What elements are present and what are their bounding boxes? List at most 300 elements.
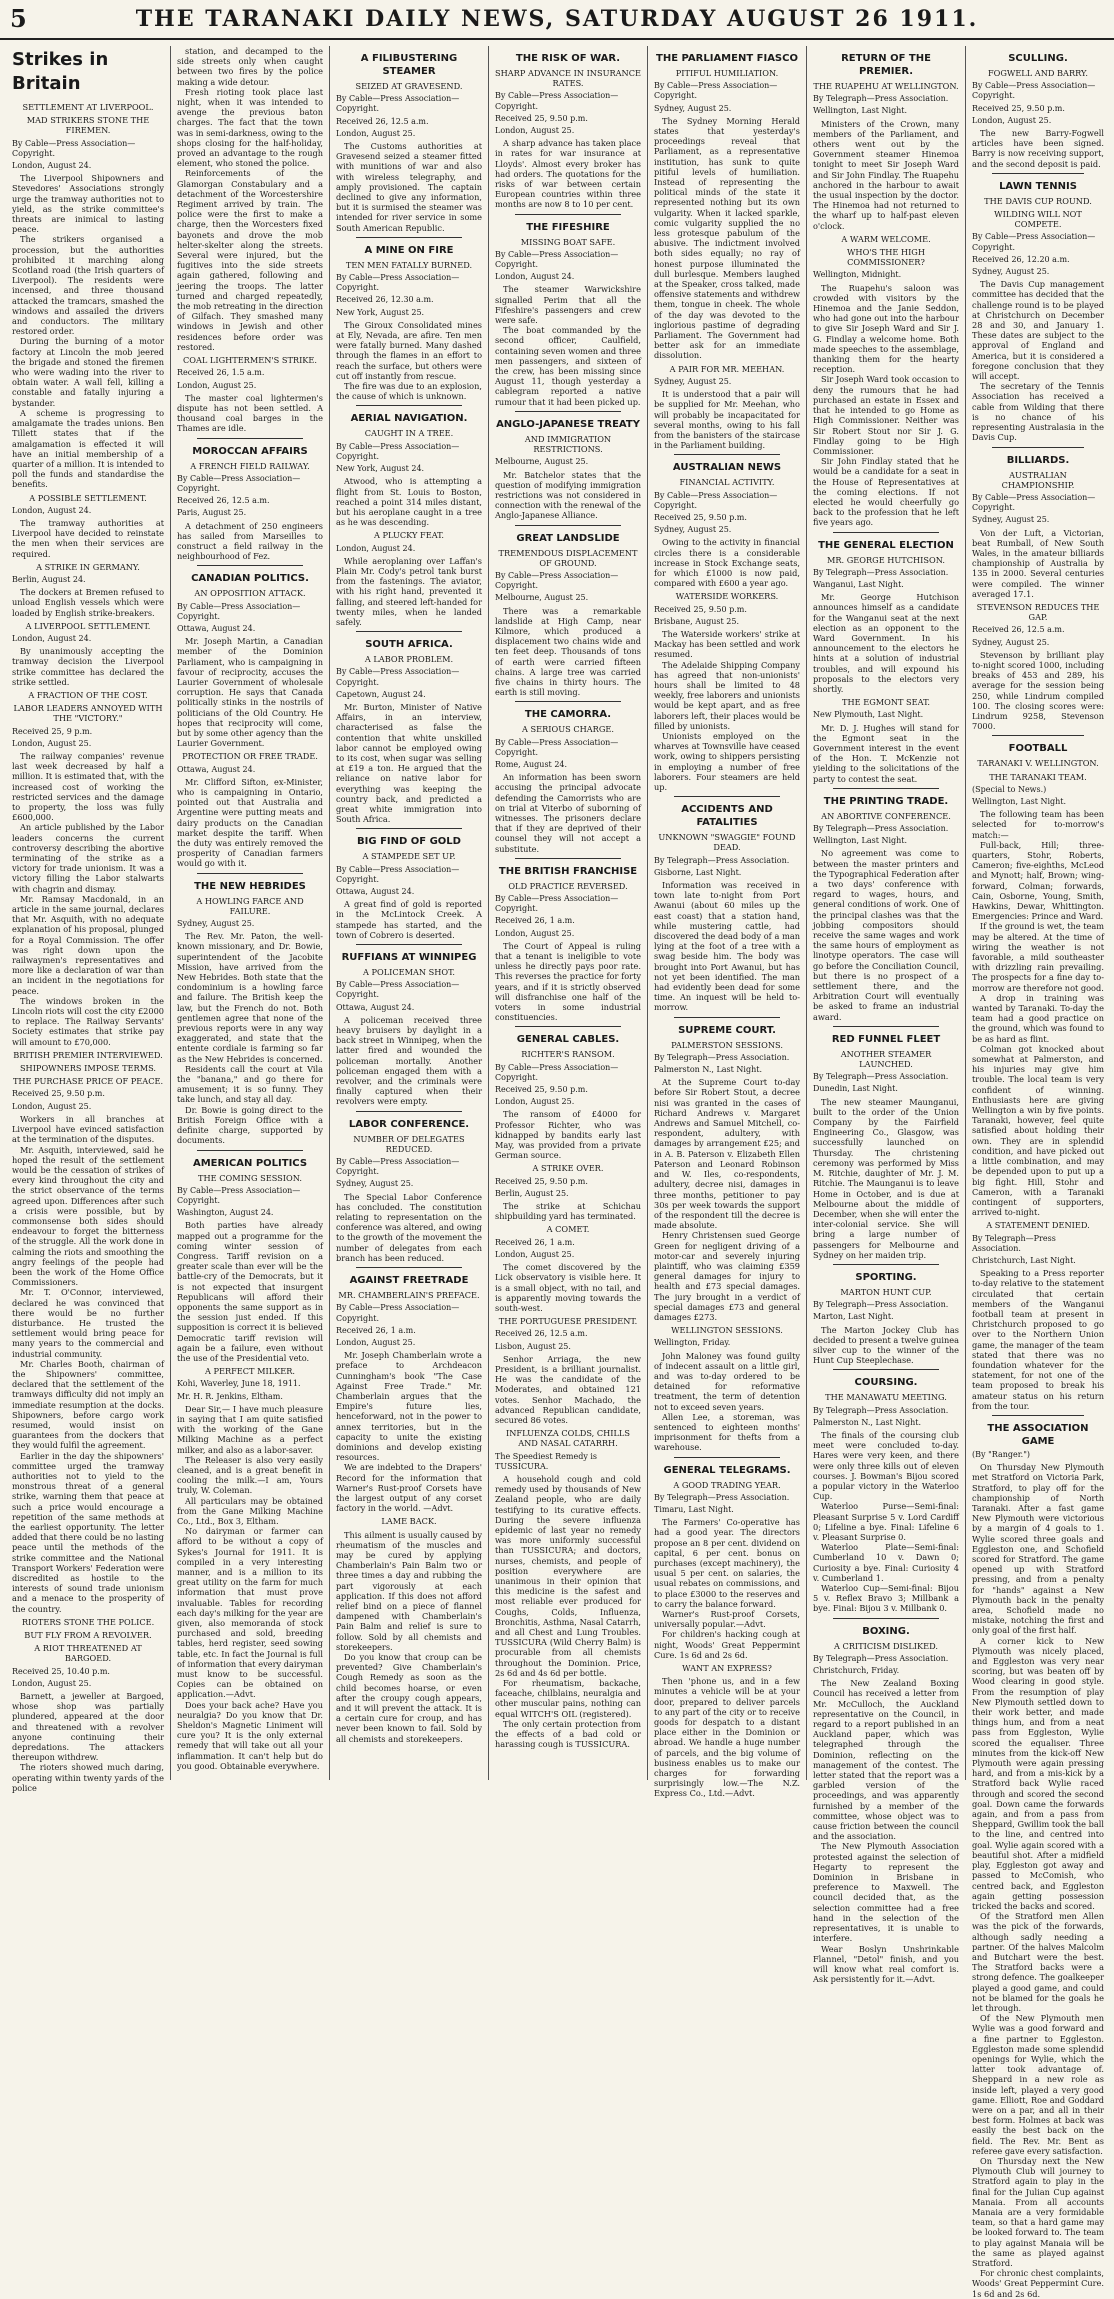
article-subheading: BRITISH PREMIER INTERVIEWED. — [13, 1049, 163, 1060]
column-rule — [197, 1150, 303, 1151]
article-paragraph: The fire was due to an explosion, the cause of which is unknown. — [336, 381, 482, 402]
dateline: By Cable—Press Association—Copyright. — [336, 667, 460, 687]
article-paragraph: Waterloo Cup—Semi-final: Bijou 5 v. Reflex Bravo 3; Millbank a bye. Final: Bijou 3 v. Millbank 0. — [813, 1583, 959, 1614]
article-paragraph: The tramway authorities at Liverpool have decided to reinstate the men when their services are required. — [12, 517, 164, 559]
article-headline: GREAT LANDSLIDE — [516, 532, 620, 544]
article-paragraph: Barnett, a jeweller at Bargoed, whose shop was partially plundered, appeared at the door and threatened with a revolver anyone continuing their depredations. The attackers thereupon withdrew. — [12, 1691, 164, 1763]
column-1 — [6, 46, 171, 1793]
dateline: Kohi, Waverley, June 18, 1911. — [177, 1379, 301, 1389]
dateline: The Speediest Remedy is TUSSICURA. — [495, 1451, 598, 1471]
article-headline: BILLIARDS. — [1006, 454, 1070, 466]
article-subheading: SEIZED AT GRAVESEND. — [355, 81, 463, 91]
dateline: By Telegraph—Press Association. — [813, 1405, 949, 1415]
article-paragraph: Full-back, Hill; three-quarters, Stohr, Roberts, Cameron; five-eighths, McLeod and Mynott; half, Brown; wing-forward, Colman; forwards, Cain, Osborne, Young, Smith, Hawkins, Dewar, Whittington. Emergencies: Prince and Ward. — [972, 839, 1104, 922]
column-rule — [992, 1415, 1084, 1416]
article-paragraph: The master coal lightermen's dispute has not been settled. A thousand coal barges in the Thames are idle. — [177, 392, 323, 434]
dateline: Rome, August 24. — [495, 759, 568, 769]
article-subheading: MARTON HUNT CUP. — [840, 1286, 932, 1297]
article-paragraph: Mr. Joseph Martin, a Canadian member of the Dominion Parliament, who is campaigning in favour of reciprocity, accuses the Laurier Government of wholesale corruption. He says that Canada politically stinks in the nostrils of politicians of the Old Country. He hopes that reciprocity will come, but by some other agency than the Laurier Government. — [177, 636, 323, 749]
article-paragraph: A sharp advance has taken place in rates for war insurance at Lloyds'. Almost every broker has had orders. The quotations for the risks of war between certain European countries within three months are now 8 to 10 per cent. — [495, 138, 641, 210]
article-subheading: A PAIR FOR MR. MEEHAN. — [669, 363, 785, 374]
article-headline: THE FIFESHIRE — [526, 221, 610, 233]
dateline: Ottawa, August 24. — [177, 764, 256, 774]
dateline: Wellington, Friday. — [654, 1338, 731, 1348]
article-subheading: LAME BACK. — [381, 1516, 437, 1527]
page-number: 5 — [10, 4, 27, 33]
article-paragraph: A scheme is progressing to amalgamate the trades unions. Ben Tillett states that if the amalgamation is effected it will have an initial membership of a quarter of a million. It is intended to poll the funds and standardise the benefits. — [12, 407, 164, 490]
dateline: Received 25, 9.50 p.m. — [972, 103, 1065, 113]
dateline: Received 26, 1.5 a.m. — [177, 368, 265, 378]
dateline: London, August 25. — [12, 1101, 92, 1111]
column-rule — [992, 735, 1084, 736]
column-rule — [833, 1369, 939, 1370]
article-headline: THE PRINTING TRADE. — [823, 795, 949, 807]
article-subheading: A PLUCKY FEAT. — [373, 530, 445, 541]
article-headline: THE RISK OF WAR. — [515, 53, 621, 64]
article-paragraph: If the ground is wet, the team may be altered. At the time of wiring the weather is not favorable, a mild southeaster with drizzling rain prevailing. The prospects for a fine day to-morrow are therefore not good. — [972, 921, 1104, 993]
article-subheading: NUMBER OF DELEGATES REDUCED. — [353, 1133, 465, 1154]
dateline: By Cable—Press Association—Copyright. — [336, 1303, 460, 1323]
article-paragraph: Wear Boslyn Unshrinkable Flannel, "Detol" finish, and you will know what real comfort is. Ask persistently for it.—Advt. — [813, 1943, 959, 1985]
article-paragraph: Of the New Plymouth men Wylie was a good forward and a fine partner to Eggleston. Eggleston made some splendid openings for Wylie, which the latter took advantage of. Sheppard in a new role as inside left, played a very good game. Elliott, Roe and Goddard were on a par, and all in their best form. Holmes at back was easily the best back on the field. The Rev. Mr. Bent as referee gave every satisfaction. — [972, 2013, 1104, 2156]
column-rule — [356, 1267, 462, 1268]
article-subheading: RICHTER'S RANSOM. — [521, 1049, 615, 1060]
article-paragraph: On Thursday next the New Plymouth Club will journey to Stratford again to play in the final for the Julian Cup against Manaia. From all accounts Manaia are a very formidable team, so that a hard game may be looked forward to. The team to play against Manaia will be the same as played against Stratford. — [972, 2155, 1104, 2269]
dateline: Received 25, 10.40 p.m. — [12, 1666, 110, 1676]
article-headline: AUSTRALIAN NEWS — [672, 462, 782, 474]
column-2 — [171, 46, 330, 1780]
article-paragraph: The Marton Jockey Club has decided to present a twelve guinea silver cup to the winner of the Hunt Cup Steeplechase. — [813, 1324, 959, 1366]
article-paragraph: Owing to the activity in financial circles there is a considerable increase in Stock Exchange seats, for which £1000 is now paid, compared with £600 a year ago. — [654, 537, 800, 589]
dateline: By Cable—Press Association—Copyright. — [654, 81, 778, 101]
dateline: London, August 25. — [495, 1249, 575, 1259]
article-paragraph: Workers in all branches at Liverpool have evinced satisfaction at the termination of the disputes. — [12, 1113, 164, 1145]
article-paragraph: During the burning of a motor factory at Lincoln the mob jeered the brigade and stoned the firemen who were wading into the river to obtain water. A wall fell, killing a constable and fatally injuring a bystander. — [12, 336, 164, 408]
column-rule — [356, 1111, 462, 1112]
article-paragraph: Senhor Arriaga, the new President, is a brilliant journalist. He was the candidate of the Moderates, and obtained 121 votes. Senhor Machado, the advanced Republican candidate, secured 86 votes. — [495, 1353, 641, 1425]
article-paragraph: The steamer Warwickshire signalled Perim that all the Fifeshire's passengers and crew were safe. — [495, 284, 641, 326]
dateline: London, August 25. — [177, 380, 257, 390]
column-rule — [515, 214, 621, 215]
article-paragraph: The New Plymouth Association protested against the selection of Hegarty to represent the Dominion in Brisbane in preference to Maxwell. The council decided that, as the selection committee had a free hand in the selection of the representatives, it is unable to interfere. — [813, 1841, 959, 1944]
dateline: Wellington, Last Night. — [813, 836, 908, 846]
article-headline: A MINE ON FIRE — [364, 244, 454, 256]
article-subheading: OLD PRACTICE REVERSED. — [508, 880, 628, 891]
article-subheading: BUT FLY FROM A REVOLVER. — [24, 1630, 152, 1641]
article-subheading: AND IMMIGRATION RESTRICTIONS. — [524, 433, 612, 455]
article-paragraph: A detachment of 250 engineers has sailed from Marseilles to construct a field railway in the neighbourhood of Fez. — [177, 520, 323, 562]
article-subheading: THE DAVIS CUP ROUND. — [984, 195, 1092, 206]
article-paragraph: The finals of the coursing club meet were concluded to-day. Hares were very keen, and there were only three kills out of eleven courses. J. Bowman's Bijou scored a popular victory in the Waterloo Cup. — [813, 1429, 959, 1502]
article-headline: BOXING. — [862, 1625, 910, 1637]
article-headline: SCULLING. — [1008, 53, 1068, 64]
article-headline: SUPREME COURT. — [678, 1024, 776, 1036]
article-subheading: WANT AN EXPRESS? — [682, 1663, 772, 1674]
dateline: By Telegraph—Press Association. — [813, 824, 949, 833]
article-paragraph: Both parties have already mapped out a programme for the coming winter session of Congress. Tariff revision on a greater scale than ever will be the battle-cry of the Democrats, but it is not expected that insurgent Republicans will afford their opponents the same support as in the session just ended. If this supposition is correct it is believed Democratic tariff revision will again be a failure, even without the use of the Presidential veto. — [177, 1220, 323, 1363]
article-paragraph: The strikers organised a procession, but the authorities prohibited it marching along Scotland road (the Irish quarters of Liverpool). The residents were incensed, and three thousand attacked the tramcars, smashed the windows and assailed the drivers and conductors. The military restored order. — [12, 234, 164, 337]
article-paragraph: Of the Stratford men Allen was the pick of the forwards, although sadly needing a partner. Of the halves Malcolm and Butchart were the best. The Stratford backs were a strong defence. The goalkeeper played a good game, and could not be blamed for the goals he let through. — [972, 1911, 1104, 2013]
article-subheading: PALMERSTON SESSIONS. — [671, 1039, 783, 1050]
dateline: By Cable—Press Association—Copyright. — [12, 138, 136, 158]
article-subheading: A STAMPEDE SET UP. — [362, 851, 456, 862]
dateline: Melbourne, August 25. — [495, 593, 589, 603]
dateline: Lisbon, August 25. — [495, 1341, 571, 1351]
article-paragraph: The following team has been selected for to-morrow's match:— — [972, 809, 1104, 840]
article-paragraph: The only certain protection from the effects of a bad cold or harassing cough is TUSSICURA. — [495, 1718, 641, 1750]
article-paragraph: Mr. Clifford Sifton, ex-Minister, who is campaigning in Ontario, pointed out that Australia and Argentine were putting meats and dairy products on the Canadian market despite the tariff. When the duty was entirely removed the prosperity of Canadian farmers would go with it. — [177, 776, 323, 869]
article-headline: THE GENERAL ELECTION — [818, 539, 954, 551]
article-paragraph: Speaking to a Press reporter to-day relative to the statement circulated that certain members of the Wanganui football team at present in Christchurch proposed to go over to the Northern Union game, the manager of the team stated that there was no foundation whatever for the statement, for not one of the team proposed to break his amateur status on his return from the tour. — [972, 1268, 1104, 1411]
dateline: New York, August 25. — [336, 307, 425, 317]
article-paragraph: For chronic chest complaints, Woods' Great Peppermint Cure. 1s 6d and 2s 6d. — [972, 2268, 1104, 2299]
article-paragraph: Mr. Joseph Chamberlain wrote a preface to Archdeacon Cunningham's book "The Case Against Free Trade." Mr. Chamberlain argues that the Empire's future lies, henceforward, not in the power to annex territories, but in the capacity to unite the existing dominions and develop existing resources. — [336, 1350, 482, 1463]
column-5 — [648, 46, 807, 1799]
column-rule — [356, 405, 462, 406]
dateline: (By "Ranger.") — [972, 1449, 1031, 1459]
dateline: London, August 25. — [495, 928, 575, 938]
article-paragraph: Mr. Batchelor states that the question of modifying immigration restrictions was not considered in connection with the renewal of the Anglo-Japanese Alliance. — [495, 469, 641, 521]
dateline: Sydney, August 25. — [654, 103, 732, 113]
dateline: London, August 25. — [336, 128, 416, 138]
column-7 — [966, 46, 1110, 2299]
dateline: Capetown, August 24. — [336, 689, 426, 699]
article-paragraph: Sir John Findlay stated that he would be a candidate for a seat in the House of Representatives at the coming elections. If not elected he would cheerfully go back to the profession that he left five years ago. — [813, 456, 959, 528]
article-paragraph: The boat commanded by the second officer, Caulfield, containing seven women and three men passengers, and sixteen of the crew, has been missing since August 11, though yesterday a cablegram reported a native rumour that it had been picked up. — [495, 325, 641, 407]
article-paragraph: Information was received in town late to-night from Port Awanui (about 60 miles up the east coast) that a station hand, while mustering cattle, had discovered the dead body of a man lying at the foot of a tree with a swag beside him. The body was brought into Port Awanui, but has not yet been identified. The man had evidently been dead for some time. An inquest will be held to-morrow. — [654, 880, 800, 1013]
dateline: London, August 24. — [12, 505, 92, 515]
article-paragraph: The railway companies' revenue last week decreased by half a million. It is estimated that, with the increased cost of working the restricted services and the damage to property, the loss was fully £600,000. — [12, 750, 164, 823]
dateline: By Cable—Press Association—Copyright. — [972, 81, 1096, 101]
article-paragraph: An article published by the Labor leaders concerns the current controversy describing the abortive terminating of the strike as a victory for trade unionism. It was a victory filling the Labor stalwarts with chagrin and dismay. — [12, 822, 164, 894]
dateline: London, August 25. — [495, 126, 575, 136]
article-paragraph: For rheumatism, backache, faceache, chilblains, neuralgia and other muscular pains, nothing can equal WITCH'S OIL (registered). — [495, 1678, 641, 1719]
dateline: Sydney, August 25. — [177, 919, 255, 929]
column-rule — [515, 525, 621, 526]
article-subheading: MAD STRIKERS STONE THE FIREMEN. — [26, 115, 150, 136]
dateline: London, August 24. — [495, 272, 575, 282]
article-paragraph: By unanimously accepting the tramway decision the Liverpool strike committee has declared the strike settled. — [12, 646, 164, 687]
dateline: Received 25, 9 p.m. — [12, 726, 93, 736]
column-rule — [356, 828, 462, 829]
article-subheading: AN ABORTIVE CONFERENCE. — [821, 810, 951, 821]
article-subheading: THE COMING SESSION. — [198, 1172, 302, 1183]
dateline: Ottawa, August 24. — [177, 623, 256, 633]
article-headline: GENERAL TELEGRAMS. — [663, 1464, 791, 1476]
article-paragraph: The Court of Appeal is ruling that a tenant is ineligible to vote unless he directly pays poor rate. This reverses the practice for forty years, and if it is strictly observed will disfranchise one half of the voters in some industrial constituencies. — [495, 940, 641, 1023]
article-paragraph: While aeroplaning over Laffan's Plain Mr. Cody's petrol tank burst from the fastenings. The aviator, with his right hand, prevented it falling, and steered left-handed for twenty miles, when he landed safely. — [336, 555, 482, 627]
article-paragraph: At the Supreme Court to-day before Sir Robert Stout, a decree nisi was granted in the cases of Richard Andrews v. Margaret Andrews and Samuel Mitchell, co-respondent, adultery, with damages by arrangement £25; and in A. B. Paterson v. Elizabeth Ellen Paterson and Leonard Robinson and W. Iles, co-respondents, adultery, decree nisi, damages in three months, petitioner to pay 30s per week towards the support of the respondent till the decree is made absolute. — [654, 1077, 800, 1231]
article-subheading: AN OPPOSITION ATTACK. — [194, 588, 306, 599]
masthead — [0, 0, 1114, 40]
dateline: By Cable—Press Association—Copyright. — [336, 864, 460, 884]
article-subheading: A HOWLING FARCE AND FAILURE. — [196, 895, 304, 916]
article-paragraph: A corner kick to New Plymouth was nicely placed, and Eggleston was very near scoring, but was beaten off by Wood clearing in good style. From the resumption of play New Plymouth settled down to their work better, and made things hum, and from a neat pass from Eggleston, Wylie scored the equaliser. Three minutes from the kick-off New Plymouth were again pressing hard, and from a mis-kick by a Stratford back Wylie raced through and scored the second goal. Down came the forwards again, and from a pass from Sheppard, Gwillim took the ball to the line, and centred into goal. Wylie again scored with a beautiful shot. After a midfield play, Eggleston got away and passed to McComish, who centred back, and Eggleston again getting possession tricked the backs and scored. — [972, 1635, 1104, 1911]
article-paragraph: A great find of gold is reported in the McLintock Creek. A stampede has started, and the town of Cobrero is deserted. — [336, 899, 482, 940]
article-headline: A FILIBUSTERING STEAMER — [360, 53, 458, 77]
article-paragraph: For children's hacking cough at night, Woods' Great Peppermint Cure. 1s 6d and 2s 6d. — [654, 1629, 800, 1660]
article-subheading: A WARM WELCOME. — [841, 233, 931, 244]
article-subheading: A STATEMENT DENIED. — [986, 1220, 1090, 1231]
article-headline: BIG FIND OF GOLD — [357, 836, 461, 848]
dateline: Received 26, 12.5 a.m. — [972, 625, 1065, 635]
article-subheading: A GOOD TRADING YEAR. — [673, 1479, 781, 1490]
column-rule — [356, 237, 462, 238]
article-paragraph: The comet discovered by the Lick observatory is visible here. It is a small object, with no tail, and is apparently moving towards the south-west. — [495, 1262, 641, 1313]
article-subheading: MISSING BOAT SAFE. — [520, 236, 616, 247]
dateline: By Cable—Press Association—Copyright. — [972, 492, 1096, 513]
dateline: By Cable—Press Association—Copyright. — [495, 91, 619, 111]
article-subheading: AUSTRALIAN CHAMPIONSHIP. — [1001, 469, 1075, 490]
dateline: Received 25, 9.50 p.m. — [12, 1089, 105, 1099]
article-subheading: LABOR LEADERS ANNOYED WITH THE "VICTORY." — [13, 703, 163, 724]
article-headline: THE ASSOCIATION GAME — [987, 1422, 1089, 1447]
article-subheading: STEVENSON REDUCES THE GAP. — [976, 601, 1100, 623]
article-subheading: A POLICEMAN SHOT. — [362, 967, 456, 978]
dateline: By Cable—Press Association—Copyright. — [495, 570, 619, 591]
article-paragraph: station, and decamped to the side streets only when caught between two fires by the police making a wide detour. — [177, 46, 323, 87]
article-subheading: ANOTHER STEAMER LAUNCHED. — [840, 1048, 932, 1070]
article-subheading: THE RUAPEHU AT WELLINGTON. — [813, 81, 959, 91]
dateline: Melbourne, August 25. — [495, 457, 589, 467]
dateline: New York, August 24. — [336, 464, 425, 474]
dateline: By Telegraph—Press Association. — [813, 567, 949, 577]
dateline: Wellington, Last Night. — [972, 796, 1067, 806]
article-paragraph: Mr. George Hutchison announces himself as a candidate for the Wanganui seat at the next election as an opponent to the Ward Government. In his announcement to the electors he hints at a solution of industrial troubles, and will expound his proposals to the electors very shortly. — [813, 592, 959, 694]
article-headline: AERIAL NAVIGATION. — [350, 413, 468, 425]
column-rule — [992, 173, 1084, 174]
article-paragraph: Mr. Charles Booth, chairman of the Shipowners' committee, declared that the settlement of the tramways difficulty did not imply an immediate resumption at the docks. Shipowners, before cargo work resumed, would insist on guarantees from the dockers that they would fulfil the agreement. — [12, 1358, 164, 1451]
dateline: By Cable—Press Association—Copyright. — [972, 232, 1096, 252]
column-3 — [330, 46, 489, 1780]
article-headline: AGAINST FREETRADE — [349, 1275, 469, 1287]
article-subheading: A FRACTION OF THE COST. — [28, 689, 148, 700]
article-paragraph: Do you know that croup can be prevented? Give Chamberlain's Cough Remedy as soon as the child becomes hoarse, or even after the croupy cough appears, and it will prevent the attack. It is a certain cure for croup, and has never been known to fail. Sold by all chemists and storekeepers. — [336, 1652, 482, 1744]
article-paragraph: No agreement was come to between the master printers and the Typographical Federation after a two days' conference with regard to wages, hours, and general conditions of work. One of the principal clashes was that the jobbing compositors should receive the same wages and work the same hours of employment as linotype operators. The case will go before the Conciliation Council, but there is no prospect of a settlement there, and the Arbitration Court will eventually be asked to frame an industrial award. — [813, 848, 959, 1022]
dateline: Ottawa, August 24. — [336, 1002, 415, 1012]
article-headline: LAWN TENNIS — [999, 180, 1077, 192]
dateline: Sydney, August 25. — [654, 376, 732, 386]
dateline: Received 26, 12.5 a.m. — [177, 496, 270, 506]
dateline: Sydney, August 25. — [972, 267, 1050, 277]
article-paragraph: The Waterside workers' strike at Mackay has been settled and work resumed. — [654, 628, 800, 660]
article-subheading: FINANCIAL ACTIVITY. — [679, 477, 775, 488]
column-rule — [674, 1457, 780, 1458]
dateline: Berlin, August 24. — [12, 574, 86, 584]
article-paragraph: There was a remarkable landslide at High Camp, near Kilmore, which produced a displacement two chains wide and ten feet deep. Thousands of tons of earth were carried fifteen chains. A large tree was carried five chains in thirty hours. The earth is still moving. — [495, 605, 641, 698]
article-subheading: THE PORTUGUESE PRESIDENT. — [498, 1316, 638, 1327]
article-subheading: TARANAKI V. WELLINGTON. — [977, 758, 1099, 769]
dateline: By Cable—Press Association—Copyright. — [495, 894, 619, 914]
article-subheading: PITIFUL HUMILIATION. — [675, 68, 779, 78]
article-headline: THE NEW HEBRIDES — [194, 880, 306, 892]
dateline: By Telegraph—Press Association. — [813, 94, 949, 104]
article-subheading: SETTLEMENT AT LIVERPOOL. — [22, 102, 154, 112]
dateline: Marton, Last Night. — [813, 1312, 894, 1322]
article-paragraph: Unionists employed on the wharves at Townsville have ceased work, owing to shippers persisting in employing a number of free laborers. Four steamers are held up. — [654, 730, 800, 792]
dateline: By Cable—Press Association—Copyright. — [336, 94, 460, 114]
article-headline: THE PARLIAMENT FIASCO — [656, 53, 798, 64]
article-paragraph: Does your back ache? Have you neuralgia? Do you know that Dr. Sheldon's Magnetic Liniment will cure you? It is the only external remedy that will take out all your inflammation. It can't help but do you good. Obtainable everywhere. — [177, 1699, 323, 1771]
dateline: Sydney, August 25. — [654, 525, 732, 535]
dateline: London, August 25. — [12, 738, 92, 748]
dateline: Received 25, 9.50 p.m. — [495, 1176, 588, 1186]
article-paragraph: John Maloney was found guilty of indecent assault on a little girl, and was to-day ordered to be detained for reformative treatment, the term of detention not to exceed seven years. — [654, 1350, 800, 1412]
dateline: Received 25, 9.50 p.m. — [495, 113, 588, 123]
article-paragraph: Mr. Ramsay Macdonald, in an article in the same journal, declares that Mr. Asquith, with no adequate explanation of his proposal, plunged for a Royal Commission. The offer was right down upon the railwaymen's representatives and more like a declaration of war than an incident in the negotiations for peace. — [12, 893, 164, 996]
article-headline: LABOR CONFERENCE. — [348, 1118, 470, 1130]
dateline: London, August 25. — [495, 1097, 575, 1107]
article-subheading: WELLINGTON SESSIONS. — [671, 1325, 783, 1336]
dateline: Received 25, 9.50 p.m. — [654, 512, 747, 522]
article-paragraph: The secretary of the Tennis Association has received a cable from Wilding that there is no chance of his representing Australasia in the Davis Cup. — [972, 381, 1104, 443]
page-headline: Strikes in Britain — [12, 49, 109, 94]
article-paragraph: The Ruapehu's saloon was crowded with visitors by the Hinemoa and the Janie Seddon, who had gone out into the harbour to give Sir Joseph Ward and Sir J. G. Findlay a welcome home. Both made speeches to the assemblage, thanking them for the hearty reception. — [813, 282, 959, 375]
article-subheading: SHIPOWNERS IMPOSE TERMS. — [19, 1063, 157, 1074]
dateline: Paris, August 25. — [177, 508, 247, 518]
dateline: Wellington, Last Night. — [813, 106, 908, 116]
article-subheading: MR. CHAMBERLAIN'S PREFACE. — [338, 1290, 480, 1301]
dateline: Received 25, 9.50 p.m. — [654, 604, 747, 614]
column-rule — [515, 411, 621, 412]
article-paragraph: The new Barry-Fogwell articles have been signed. Barry is now receiving support, and the second deposit is paid. — [972, 128, 1104, 169]
article-subheading: TEN MEN FATALLY BURNED. — [345, 259, 473, 270]
column-rule — [674, 796, 780, 797]
article-headline: THE CAMORRA. — [524, 709, 612, 721]
article-paragraph: We are indebted to the Drapers' Record for the information that Warner's Rust-proof Corsets have the largest output of any corset factory in the world. —Advt. — [336, 1462, 482, 1514]
dateline: By Telegraph—Press Association. — [972, 1233, 1056, 1253]
article-subheading: A POSSIBLE SETTLEMENT. — [29, 492, 147, 503]
dateline: Timaru, Last Night. — [654, 1504, 734, 1514]
article-paragraph: The Giroux Consolidated mines at Ely, Nevada, are afire. Ten men were fatally burned. Many dashed through the flames in an effort to reach the surface, but others were cut off instantly from rescue. — [336, 319, 482, 381]
article-paragraph: Dear Sir,— I have much pleasure in saying that I am quite satisfied with the working of the Gane Milking Machine as a perfect milker, and also as a labor-saver. — [177, 1403, 323, 1455]
article-paragraph: Residents call the court at Vila the "banana," and go there for amusement; it is so funny. They take lunch, and stay all day. — [177, 1063, 323, 1105]
article-paragraph: Atwood, who is attempting a flight from St. Louis to Boston, reached a point 314 miles distant, but his aeroplane caught in a tree as he was descending. — [336, 476, 482, 528]
article-paragraph: This ailment is usually caused by rheumatism of the muscles and may be cured by applying Chamberlain's Pain Balm two or three times a day and rubbing the part vigorously at each application. If this does not afford relief bind on a piece of flannel dampened with Chamberlain's Pain Balm and relief is sure to follow. Sold by all chemists and storekeepers. — [336, 1529, 482, 1652]
column-rule — [674, 454, 780, 455]
article-paragraph: Mr. T. O'Connor, interviewed, declared he was convinced that there would be no further disturbance. He trusted the settlement would bring peace for many years to the commercial and industrial community. — [12, 1287, 164, 1359]
article-subheading: A RIOT THREATENED AT BARGOED. — [34, 1643, 142, 1664]
article-subheading: FOGWELL AND BARRY. — [987, 68, 1088, 78]
article-subheading: A STRIKE IN GERMANY. — [36, 561, 140, 572]
article-paragraph: Waterloo Plate—Semi-final: Cumberland 10 v. Dawn 0; Curiosity a bye. Final: Curiosity 4 v. Cumberland 1. — [813, 1542, 959, 1583]
article-paragraph: The Davis Cup management committee has decided that the challenge round is to be played at Christchurch on December 28 and 30, and January 1. These dates are subject to the approval of England and America, but it is considered a foregone conclusion that they will accept. — [972, 279, 1104, 382]
column-rule — [674, 1017, 780, 1018]
dateline: By Cable—Press Association—Copyright. — [495, 249, 619, 270]
article-subheading: SHARP ADVANCE IN INSURANCE RATES. — [495, 68, 641, 89]
article-paragraph: The rioters showed much daring, operating within twenty yards of the police — [12, 1762, 164, 1793]
article-paragraph: A policeman received three heavy bruisers by daylight in a back street in Winnipeg, when the latter fired and wounded the policeman mortally. Another policeman engaged them with a revolver, and the criminals were finally captured when their revolvers were empty. — [336, 1014, 482, 1107]
article-paragraph: Allen Lee, a storeman, was sentenced to eighteen months' imprisonment for thefts from a warehouse. — [654, 1411, 800, 1453]
column-rule — [197, 873, 303, 874]
article-subheading: A LABOR PROBLEM. — [364, 654, 454, 665]
dateline: Received 25, 9.50 p.m. — [495, 1085, 588, 1095]
article-headline: RETURN OF THE PREMIER. — [841, 53, 931, 77]
article-subheading: A PERFECT MILKER. — [204, 1366, 296, 1377]
article-paragraph: Fresh rioting took place last night, when it was intended to avenge the previous baton charges. The fact that the town was in semi-darkness, owing to the shops closing for the half-holiday, proved an advantage to the rough element, who stoned the police. — [177, 86, 324, 169]
dateline: London, August 25. — [972, 115, 1052, 125]
article-headline: THE BRITISH FRANCHISE — [498, 865, 638, 877]
article-subheading: UNKNOWN "SWAGGIE" FOUND DEAD. — [658, 832, 796, 853]
article-paragraph: The Releaser is also very easily cleaned, and is a great benefit in cooling the milk.—I am, Yours truly, W. Coleman. — [177, 1454, 323, 1496]
dateline: Received 26, 12.20 a.m. — [972, 254, 1070, 264]
article-subheading: CAUGHT IN A TREE. — [364, 428, 454, 439]
dateline: By Cable—Press Association—Copyright. — [177, 473, 301, 493]
article-paragraph: The Special Labor Conference has concluded. The constitution relating to representation on the conference was altered, and owing to the growth of the movement the number of delegates from each branch has been reduced. — [336, 1191, 482, 1263]
dateline: Wellington, Midnight. — [813, 270, 902, 280]
dateline: Christchurch, Friday. — [813, 1666, 900, 1676]
dateline: Sydney, August 25. — [972, 637, 1050, 647]
dateline: By Telegraph—Press Association. — [813, 1072, 949, 1082]
article-headline: COURSING. — [854, 1377, 918, 1389]
article-paragraph: The strike at Schichau shipbuilding yard has terminated. — [495, 1201, 641, 1222]
article-subheading: WATERSIDE WORKERS. — [675, 591, 779, 602]
dateline: (Special to News.) — [972, 784, 1047, 794]
article-subheading: WILDING WILL NOT COMPETE. — [994, 209, 1082, 230]
article-paragraph: On Thursday New Plymouth met Stratford on Victoria Park, Stratford, to play off for the championship of North Taranaki. After a fast game New Plymouth were victorious by a margin of 4 goals to 1. Wylie scored three goals and Eggleston one, and Schofield scored for Stratford. The game opened up with Stratford pressing, and from a penalty for "hands" against a New Plymouth back in the penalty area, Schofield made no mistake, notching the first and only goal of the first half. — [972, 1462, 1104, 1636]
dateline: Received 26, 1 a.m. — [336, 1325, 416, 1335]
article-paragraph: Then 'phone us, and in a few minutes a vehicle will be at your door, prepared to deliver parcels to any part of the city or to receive goods for despatch to a distant place either in the Dominion or abroad. We handle a huge number of parcels, and the big volume of business enables us to make our charges for forwarding surprisingly low.—The N.Z. Express Co., Ltd.—Advt. — [654, 1676, 800, 1799]
article-subheading: MR. GEORGE HUTCHISON. — [827, 554, 945, 565]
dateline: By Cable—Press Association—Copyright. — [177, 1185, 301, 1205]
newspaper-columns — [6, 46, 1110, 2299]
article-subheading: PROTECTION OR FREE TRADE. — [182, 751, 318, 762]
article-subheading: A COMET. — [546, 1224, 590, 1235]
article-paragraph: Waterloo Purse—Semi-final: Pleasant Surprise 5 v. Lord Cardiff 0; Lifeline a bye. Final: Lifeline 6 v. Pleasant Surprise 0. — [813, 1501, 959, 1542]
dateline: New Plymouth, Last Night. — [813, 710, 924, 720]
article-paragraph: Mr. D. J. Hughes will stand for the Egmont seat in the Government interest in the event of the Hon. T. McKenzie not yielding to the solicitations of the party to contest the seat. — [813, 722, 959, 784]
dateline: London, August 25. — [12, 1678, 92, 1688]
dateline: By Cable—Press Association—Copyright. — [654, 490, 778, 510]
column-rule — [833, 788, 939, 789]
column-rule — [515, 701, 621, 702]
dateline: London, August 24. — [336, 543, 416, 553]
newspaper-title: THE TARANAKI DAILY NEWS, SATURDAY AUGUST 26 1911. — [135, 6, 979, 32]
article-subheading: INFLUENZA COLDS, CHILLS AND NASAL CATARRH. — [506, 1428, 630, 1449]
article-subheading: A LIVERPOOL SETTLEMENT. — [25, 620, 151, 631]
dateline: By Cable—Press Association—Copyright. — [336, 273, 460, 293]
dateline: Ottawa, August 24. — [336, 887, 415, 896]
article-paragraph: Henry Christensen sued George Green for negligent driving of a motor-car and severely injuring plaintiff, who was claiming £359 general damages for injury to health and £73 special damages. The jury brought in a verdict of special damages £73 and general damages £273. — [654, 1230, 800, 1322]
dateline: By Telegraph—Press Association. — [813, 1300, 949, 1310]
article-subheading: A STRIKE OVER. — [532, 1163, 604, 1174]
dateline: By Telegraph—Press Association. — [654, 1492, 790, 1502]
dateline: Sydney, August 25. — [972, 515, 1050, 525]
article-paragraph: A household cough and cold remedy used by thousands of New Zealand people, who are daily testifying to its curative effects. During the severe influenza epidemic of last year no remedy was more uniformly successful than TUSSICURA; and doctors, nurses, chemists, and people of position everywhere are unanimous in their opinion that this medicine is the safest and most reliable ever produced for Coughs, Colds, Influenza, Bronchitis, Asthma, Nasal Catarrh, and all Chest and Lung Troubles. TUSSICURA (Wild Cherry Balm) is procurable from all chemists throughout the Dominion. Price, 2s 6d and 4s 6d per bottle. — [495, 1473, 641, 1678]
article-paragraph: It is understood that a pair will be supplied for Mr. Meehan, who will probably be incapacitated for several months, owing to his fall from the banisters of the staircase in the Parliament building. — [654, 389, 800, 451]
article-paragraph: Colman got knocked about somewhat at Palmerston, and his injuries may give him trouble. The local team is very confident of winning. Enthusiasts here are giving Wellington a win by five points. Taranaki, however, feel quite satisfied about holding their own. They are in splendid condition, and have picked out a little combination, and may be depended upon to put up a big fight. Hill, Stohr and Cameron, with a Taranaki contingent of supporters, arrived to-night. — [972, 1043, 1104, 1218]
dateline: By Cable—Press Association—Copyright. — [336, 1157, 460, 1177]
column-rule — [833, 1618, 939, 1619]
dateline: By Telegraph—Press Association. — [813, 1653, 949, 1663]
article-subheading: THE PURCHASE PRICE OF PEACE. — [12, 1076, 164, 1087]
article-headline: SOUTH AFRICA. — [365, 639, 453, 651]
article-headline: CANADIAN POLITICS. — [191, 573, 309, 585]
article-headline: GENERAL CABLES. — [516, 1034, 620, 1046]
article-paragraph: The ransom of £4000 for Professor Richter, who was kidnapped by bandits early last May, was provided from a private German source. — [495, 1109, 641, 1161]
article-paragraph: Mr. Burton, Minister of Native Affairs, in an interview, characterised as false the contention that white unskilled labor cannot be employed owing to its cost, when sugar was selling at £19 a ton. He argued that the reliance on native labor for everything was keeping the country back, and predicted a great white immigration into South Africa. — [336, 701, 482, 825]
article-paragraph: Von der Luft, a Victorian, beat Rumball, of New South Wales, in the amateur billiards championship of Australia by 135 in 2000. Several centuries were compiled. The winner averaged 17.1. — [972, 527, 1104, 599]
column-rule — [833, 1026, 939, 1027]
article-headline: ANGLO-JAPANESE TREATY — [496, 418, 640, 430]
article-paragraph: The New Zealand Boxing Council has received a letter from Mr. McCulloch, the Auckland representative on the Council, in regard to a report published in an Auckland paper, which was telegraphed through the Dominion, reflecting on the management of the contest. The letter stated that the report was a garbled version of the proceedings, and was apparently furnished by a member of the committee, whose object was to cause friction between the council and the association. — [813, 1678, 959, 1842]
dateline: Received 26, 1 a.m. — [495, 916, 575, 926]
article-paragraph: Mr. Asquith, interviewed, said he hoped the result of the settlement would be the cessation of strikes of every kind throughout the city and the strict observance of the terms agreed upon. Differences after such a crisis were possible, but by commonsense both sides should endeavour to forget the bitterness of the struggle. All the work done in calming the riots and smoothing the angry feelings of the people had been the work of the Home Office Commissioners. — [12, 1144, 164, 1288]
dateline: Received 26, 12.5 a.m. — [336, 116, 429, 126]
article-paragraph: The Sydney Morning Herald states that yesterday's proceedings reveal that Parliament, as a representative institution, has sunk to quite pitiful levels of humiliation. Instead of representing the political minds of the state it represented nothing but its own vulgarity. When it lacked sparkle, comic vulgarity supplied the no less grotesque pabulum of the abusive. The indictment involved both sides equally; no ray of honest purpose illuminated the dull burlesque. Members laughed at the Speaker, cross talked, made offensive statements and withdrew them, tongue in cheek. The whole of the day was devoted to the inglorious pastime of degrading Parliament. The Government had better ask for an immediate dissolution. — [654, 115, 800, 361]
column-rule — [515, 858, 621, 859]
dateline: By Cable—Press Association—Copyright. — [177, 601, 301, 621]
